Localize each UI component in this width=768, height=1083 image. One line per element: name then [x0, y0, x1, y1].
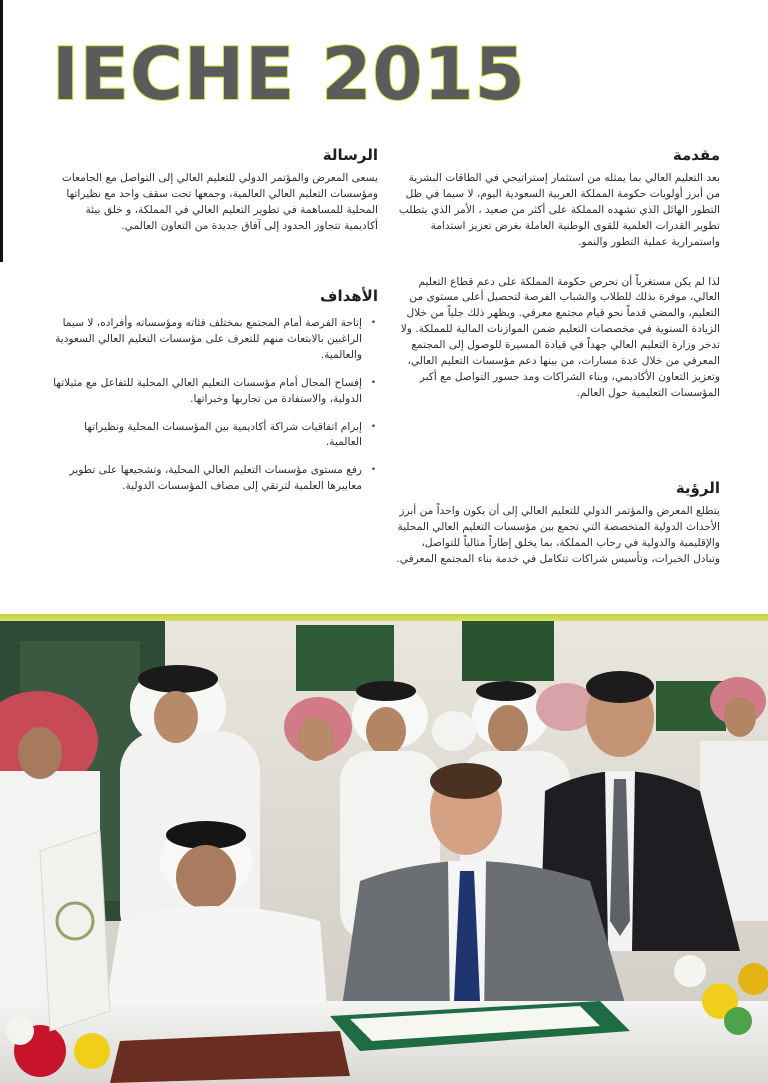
- objective-item: [52, 316, 376, 364]
- bullet-icon: •: [370, 318, 376, 328]
- objective-text: إتاحة الفرصة أمام المجتمع بمختلف فئاته ومؤسساته وأفراده، لا سيما الراغبين بالابتعاث منهم للتعرف على مؤسسات التعليم العالي السعودية والعالمية.: [55, 317, 362, 361]
- section-divider: [0, 614, 768, 621]
- bullet-icon: •: [370, 465, 376, 476]
- intro-paragraph-2: لذا لم يكن مستغرباً أن تحرص حكومة المملكة على دعم قطاع التعليم العالي، موفرة بذلك للطلاب والشباب الفرصة لتحصيل أعلى مستوى من التعليم، والمضي قدماً نحو قيام مجتمع معرفي. ويظهر ذلك جلياً من خلال الزيادة السنوية في مخصصات التعليم ضمن الموازنات المالية للمملكة. ولا تدخر وزارة التعليم العالي جهداً في قيادة المسيرة للوصول إلى المجتمع المعرفي من خلال عدة مسارات، من بينها دعم مؤسسات التعليم العالي، وتعزيز التعاون الأكاديمي، وبناء الشراكات ومد جسور التواصل مع أكبر المؤسسات التعليمية حول العالم.: [400, 275, 720, 399]
- bullet-icon: •: [370, 377, 376, 388]
- objective-item: [52, 463, 376, 495]
- vision-section: [395, 478, 720, 568]
- mission-section: [52, 145, 378, 235]
- mission-paragraph: يسعى المعرض والمؤتمر الدولي للتعليم العالي إلى التواصل مع الجامعات ومؤسسات التعليم العالي العالمية، وجمعها تحت سقف واحد مع نظيراتها المحلية للمساهمة في تطوير التعليم العالي في المملكة، و خلق بيئة أكاديمية تتجاوز الحدود إلى آفاق جديدة من التعاون العالمي.: [61, 172, 378, 232]
- objective-text: إبرام اتفاقيات شراكة أكاديمية بين المؤسسات المحلية ونظيراتها العالمية.: [84, 420, 362, 449]
- intro-heading: مقدمة: [672, 146, 720, 164]
- mission-heading: الرسالة: [322, 146, 378, 164]
- objectives-section: [52, 286, 378, 507]
- objective-item: [52, 376, 376, 408]
- page-title: IECHE 2015: [52, 32, 526, 116]
- vision-heading: الرؤية: [675, 479, 720, 497]
- objectives-list: [52, 316, 378, 495]
- objective-item: [52, 420, 376, 452]
- intro-section: [395, 145, 720, 402]
- objective-text: إفساح المجال أمام مؤسسات التعليم العالي المحلية للتفاعل مع مثيلاتها الدولية، والاستفادة من تجاربها وخبراتها.: [53, 376, 362, 405]
- objectives-heading: الأهداف: [320, 287, 378, 305]
- objective-text: رفع مستوى مؤسسات التعليم العالي المحلية، وتشجيعها على تطوير معاييرها العلمية لترتقي إلى مصاف المؤسسات الدولية.: [69, 464, 362, 493]
- page-edge-mark: [0, 0, 3, 262]
- intro-paragraph-1: بعد التعليم العالي بما يمثله من استثمار إستراتيجي في الطاقات البشرية من أبرز أولويات حكومة المملكة العربية السعودية اليوم، لا سيما في ظل التطور الهائل الذي تشهده المملكة على أكثر من صعيد ، الأمر الذي يتطلب تطوير القدرات العلمية للقوى الوطنية العاملة بغرض تعزيز استدامة واستمرارية عملية التطور والنمو.: [398, 172, 720, 248]
- vision-paragraph: يتطلع المعرض والمؤتمر الدولي للتعليم العالي إلى أن يكون واحداً من أبرز الأحداث الدولية المتخصصة التي تجمع بين مؤسسات التعليم العالي المحلية والإقليمية والدولية في رحاب المملكة، بما يخلق إطاراً مثالياً للتواصل، وتبادل الخبرات، وتأسيس شراكات تتكامل في خدمة بناء المجتمع المعرفي.: [396, 505, 720, 565]
- signing-ceremony-photo: [0, 621, 768, 1083]
- bullet-icon: •: [370, 421, 376, 432]
